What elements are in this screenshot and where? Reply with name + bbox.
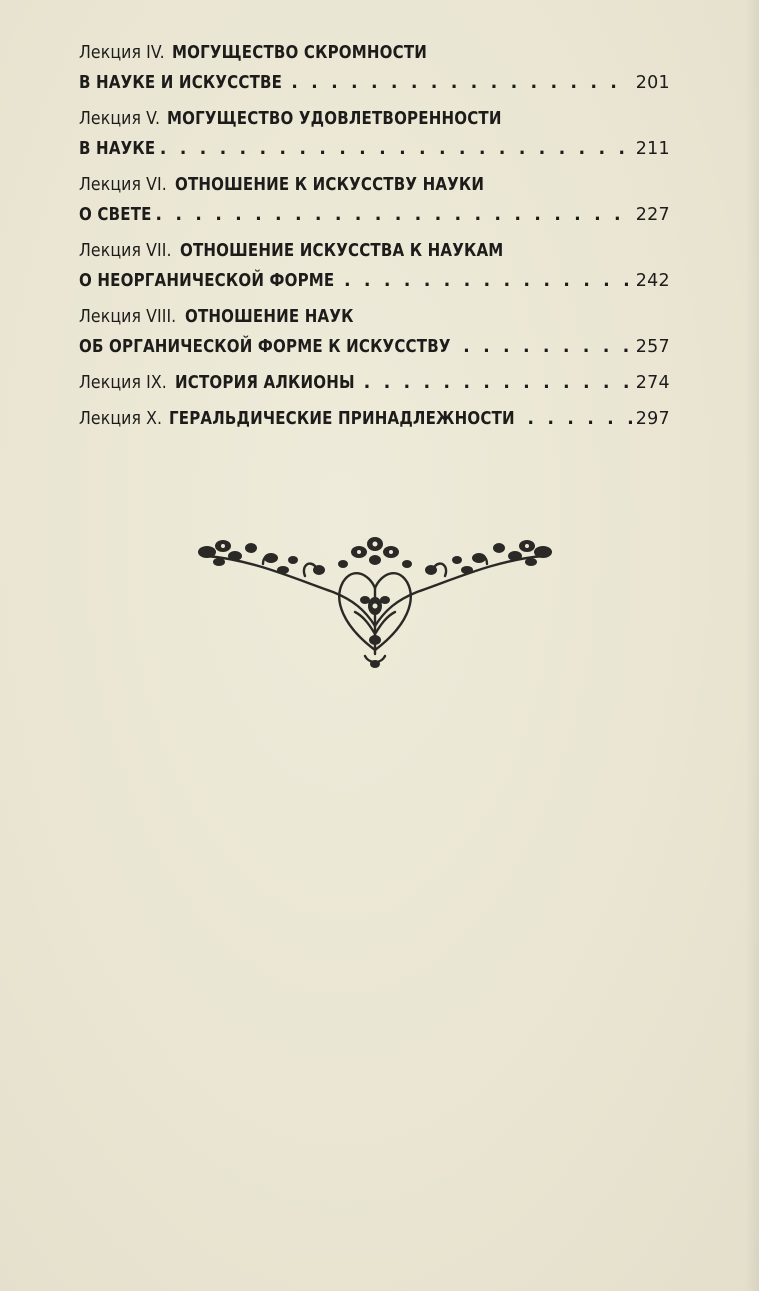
page-edge-shadow bbox=[745, 0, 759, 1291]
toc-entry-line-2 bbox=[79, 200, 670, 230]
toc-entry-lecture-4[interactable] bbox=[79, 38, 670, 98]
toc-entry-lecture-9[interactable] bbox=[79, 368, 670, 398]
toc-entry-line-1 bbox=[79, 38, 670, 68]
lecture-number: Лекция IV. bbox=[79, 43, 165, 63]
lecture-title: МОГУЩЕСТВО СКРОМНОСТИ bbox=[172, 43, 428, 63]
lecture-title-continued: В НАУКЕ И ИСКУССТВЕ bbox=[79, 73, 283, 93]
lecture-title: ОТНОШЕНИЕ К ИСКУССТВУ НАУКИ bbox=[174, 175, 484, 195]
page-number: 274 bbox=[635, 373, 670, 393]
page-number: 201 bbox=[635, 73, 670, 93]
table-of-contents bbox=[79, 38, 670, 434]
toc-entry-line-1 bbox=[79, 104, 670, 134]
lecture-title-continued: О НЕОРГАНИЧЕСКОЙ ФОРМЕ bbox=[79, 271, 335, 291]
lecture-number: Лекция VIII. bbox=[79, 307, 177, 327]
toc-entry-line-2 bbox=[79, 266, 670, 296]
lecture-number: Лекция V. bbox=[79, 109, 161, 129]
lecture-title: ОТНОШЕНИЕ НАУК bbox=[185, 307, 354, 327]
page-number: 227 bbox=[635, 205, 670, 225]
toc-entry-lecture-7[interactable] bbox=[79, 236, 670, 296]
page-number: 211 bbox=[635, 139, 670, 159]
lecture-number: Лекция VII. bbox=[79, 241, 172, 261]
dot-leader bbox=[291, 68, 631, 98]
lecture-title-continued: ОБ ОРГАНИЧЕСКОЙ ФОРМЕ К ИСКУССТВУ bbox=[79, 337, 451, 357]
dot-leader bbox=[160, 134, 632, 164]
toc-entry-line-1 bbox=[79, 170, 670, 200]
lecture-title: ИСТОРИЯ АЛКИОНЫ bbox=[174, 373, 355, 393]
lecture-title: МОГУЩЕСТВО УДОВЛЕТВОРЕННОСТИ bbox=[167, 109, 502, 129]
toc-entry-line-2 bbox=[79, 332, 670, 362]
page-number: 257 bbox=[635, 337, 670, 357]
dot-leader bbox=[463, 332, 632, 362]
dot-leader bbox=[364, 368, 632, 398]
floral-vine-ornament-icon bbox=[193, 530, 557, 670]
dot-leader bbox=[527, 404, 631, 434]
toc-entry-line-1 bbox=[79, 302, 670, 332]
lecture-title-continued: О СВЕТЕ bbox=[79, 205, 152, 225]
toc-entry-lecture-10[interactable] bbox=[79, 404, 670, 434]
toc-entry-line-2 bbox=[79, 68, 670, 98]
lecture-title-continued: В НАУКЕ bbox=[79, 139, 156, 159]
page-number: 297 bbox=[635, 409, 670, 429]
toc-entry-lecture-8[interactable] bbox=[79, 302, 670, 362]
lecture-title: ОТНОШЕНИЕ ИСКУССТВА К НАУКАМ bbox=[179, 241, 504, 261]
toc-entry-line-2 bbox=[79, 134, 670, 164]
lecture-number: Лекция IX. bbox=[79, 373, 167, 393]
dot-leader bbox=[344, 266, 632, 296]
lecture-title: ГЕРАЛЬДИЧЕСКИЕ ПРИНАДЛЕЖНОСТИ bbox=[169, 409, 516, 429]
toc-entry-line-1 bbox=[79, 236, 670, 266]
toc-entry-lecture-5[interactable] bbox=[79, 104, 670, 164]
dot-leader bbox=[155, 200, 631, 230]
toc-entry-line-1 bbox=[79, 368, 670, 398]
toc-entry-lecture-6[interactable] bbox=[79, 170, 670, 230]
toc-entry-line-1 bbox=[79, 404, 670, 434]
page-number: 242 bbox=[635, 271, 670, 291]
lecture-number: Лекция VI. bbox=[79, 175, 167, 195]
lecture-number: Лекция X. bbox=[79, 409, 163, 429]
